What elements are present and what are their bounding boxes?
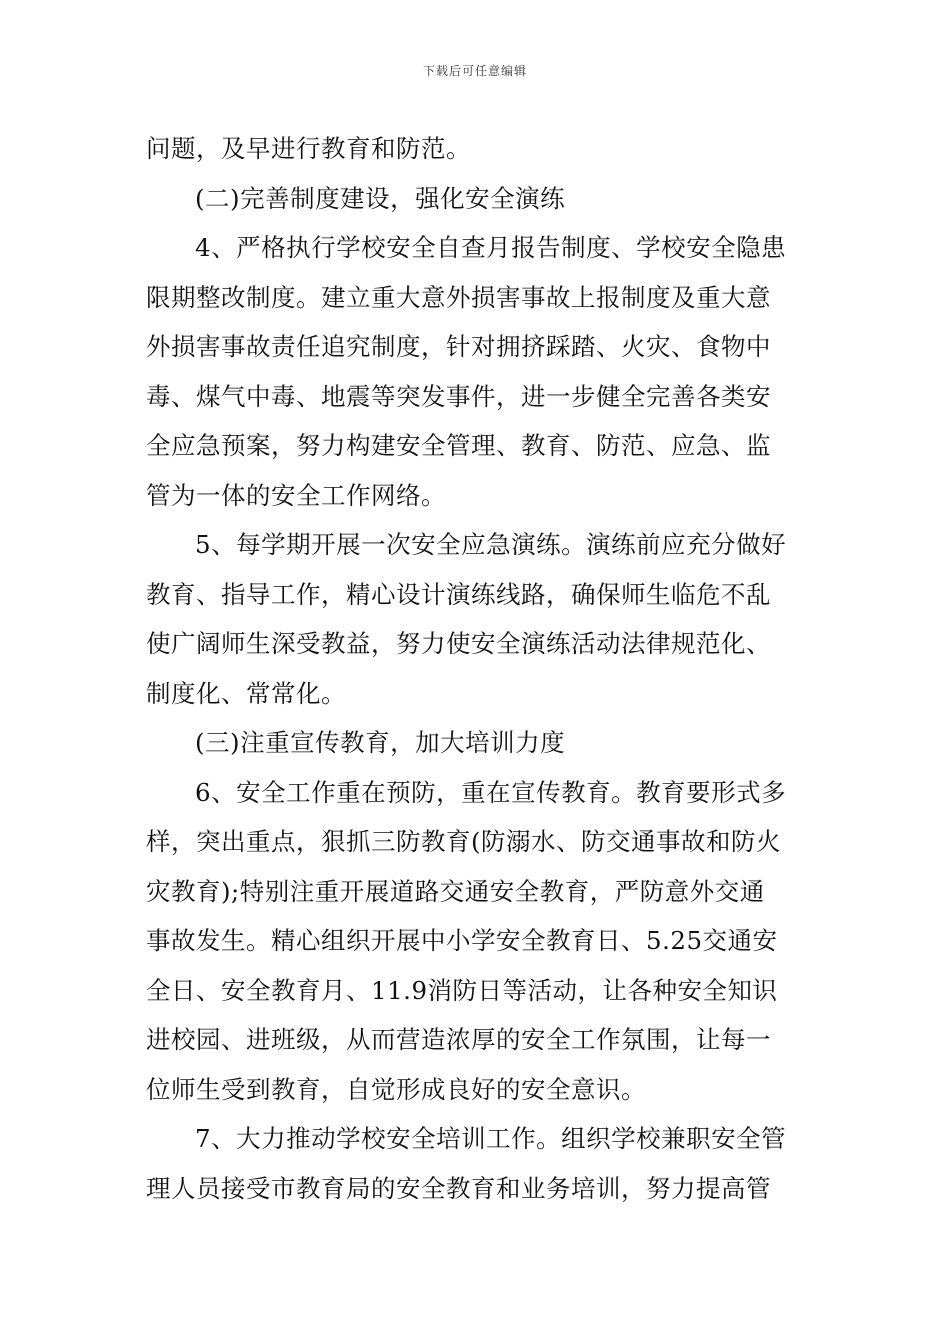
text-line: 位师生受到教育，自觉形成良好的安全意识。 <box>146 1074 646 1104</box>
text-line: 问题，及早进行教育和防范。 <box>146 134 471 163</box>
text-line: 事故发生。精心组织开展中小学安全教育日、5.25交通安 <box>146 926 778 955</box>
text-line: 教育、指导工作，精心设计演练线路，确保师生临危不乱 <box>146 579 771 609</box>
text-line: 灾教育);特别注重开展道路交通安全教育，严防意外交通 <box>146 876 765 906</box>
text-line: 使广阔师生深受教益，努力使安全演练活动法律规范化、 <box>146 629 771 658</box>
text-line: 进校园、进班级，从而营造浓厚的安全工作氛围，让每一 <box>146 1025 771 1054</box>
section-heading: (三)注重宣传教育，加大培训力度 <box>195 728 566 757</box>
text-line: 样，突出重点，狠抓三防教育(防溺水、防交通事故和防火 <box>146 827 782 856</box>
text-line: 全日、安全教育月、11.9消防日等活动，让各种安全知识 <box>146 975 778 1005</box>
text-line: 外损害事故责任追究制度，针对拥挤踩踏、火灾、食物中 <box>146 332 771 361</box>
text-line: 4、严格执行学校安全自查月报告制度、学校安全隐患 <box>195 233 787 262</box>
text-line: 5、每学期开展一次安全应急演练。演练前应充分做好 <box>195 530 787 559</box>
text-line: 理人员接受市教育局的安全教育和业务培训，努力提高管 <box>146 1173 771 1203</box>
text-line: 全应急预案，努力构建安全管理、教育、防范、应急、监 <box>146 431 771 460</box>
text-line: 毒、煤气中毒、地震等突发事件，进一步健全完善各类安 <box>146 381 771 411</box>
text-line: 管为一体的安全工作网络。 <box>146 480 446 510</box>
section-heading: (二)完善制度建设，强化安全演练 <box>195 183 566 213</box>
document-body <box>146 124 806 1213</box>
text-line: 限期整改制度。建立重大意外损害事故上报制度及重大意 <box>146 282 771 312</box>
text-line: 制度化、常常化。 <box>146 678 346 708</box>
page-header: 下载后可任意编辑 <box>422 64 527 78</box>
text-line: 6、安全工作重在预防，重在宣传教育。教育要形式多 <box>195 777 787 807</box>
text-line: 7、大力推动学校安全培训工作。组织学校兼职安全管 <box>195 1124 787 1153</box>
